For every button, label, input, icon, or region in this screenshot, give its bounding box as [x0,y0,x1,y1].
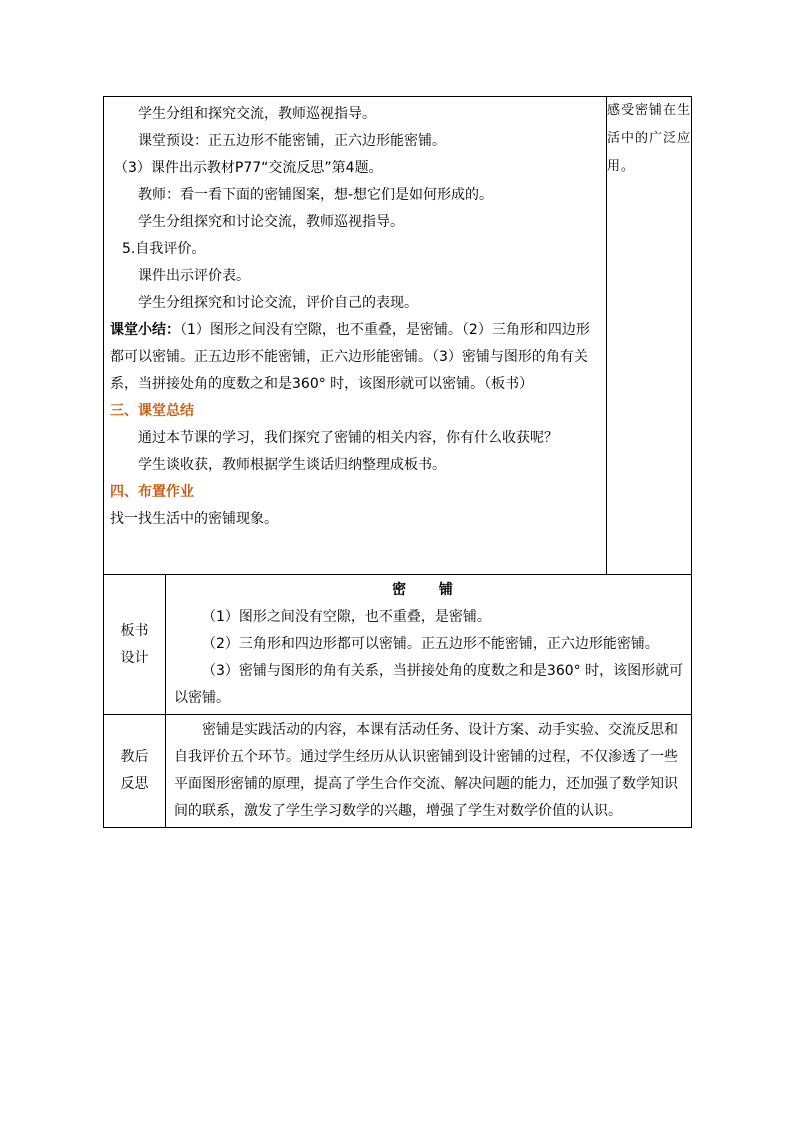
board-line: （1）图形之间没有空隙，也不重叠，是密铺。 [202,609,491,625]
section4-text: 找一找生活中的密铺现象。 [110,511,278,527]
board-title: 密 铺 [392,582,467,598]
board-line: （2）三角形和四边形都可以密铺。正五边形不能密铺，正六边形能密铺。 [202,636,659,652]
reflection-cell [166,715,692,828]
process-row [104,97,692,575]
section3-line: 通过本节课的学习，我们探究了密铺的相关内容，你有什么收获呢？ [138,430,558,446]
process-line: 学生分组探究和讨论交流，评价自己的表现。 [138,295,418,311]
section3-title: 三、课堂总结 [110,403,194,419]
summary-paragraph [110,317,602,398]
process-line: 课件出示评价表。 [138,268,250,284]
board-line: （3）密铺与图形的角有关系，当拼接处角的度数之和是360° 时，该图形就可以密铺。 [174,663,684,706]
section3-line: 学生谈收获，教师根据学生谈话归纳整理成板书。 [138,457,446,473]
process-cell [104,97,607,575]
reflection-row [104,715,692,828]
process-line: 学生分组和探究交流，教师巡视指导。 [138,106,376,122]
process-line: 学生分组探究和讨论交流，教师巡视指导。 [138,214,404,230]
board-label [104,575,166,715]
process-line: 5.自我评价。 [122,241,206,257]
lesson-plan-table [103,96,692,828]
section4-title: 四、布置作业 [110,484,194,500]
reflection-label-text: 教后反思 [120,749,149,792]
summary-text: （1）图形之间没有空隙，也不重叠，是密铺。（2）三角形和四边形都可以密铺。正五边形不能密铺，正六边形能密铺。（3）密铺与图形的角有关系，当拼接处角的度数之和是360° 时，该图形就可以密铺。（板书） [110,322,590,392]
process-line: （3）课件出示教材P77“交流反思”第4题。 [114,160,383,176]
summary-label: 课堂小结： [110,322,180,338]
reflection-label [104,715,166,828]
side-note: 感受密铺在生活中的广泛应用。 [607,97,692,575]
board-row [104,575,692,715]
board-cell [166,575,692,715]
board-label-text: 板书设计 [120,622,149,666]
reflection-text: 密铺是实践活动的内容，本课有活动任务、设计方案、动手实验、交流反思和自我评价五个环节。通过学生经历从认识密铺到设计密铺的过程，不仅渗透了一些平面图形密铺的原理，提高了学生合作交流、解决问题的能力，还加强了数学知识间的联系，激发了学生学习数学的兴趣，增强了学生对数学价值的认识。 [174,722,678,819]
process-line: 教师：看一看下面的密铺图案，想-想它们是如何形成的。 [138,187,494,203]
process-line: 课堂预设：正五边形不能密铺，正六边形能密铺。 [138,133,446,149]
